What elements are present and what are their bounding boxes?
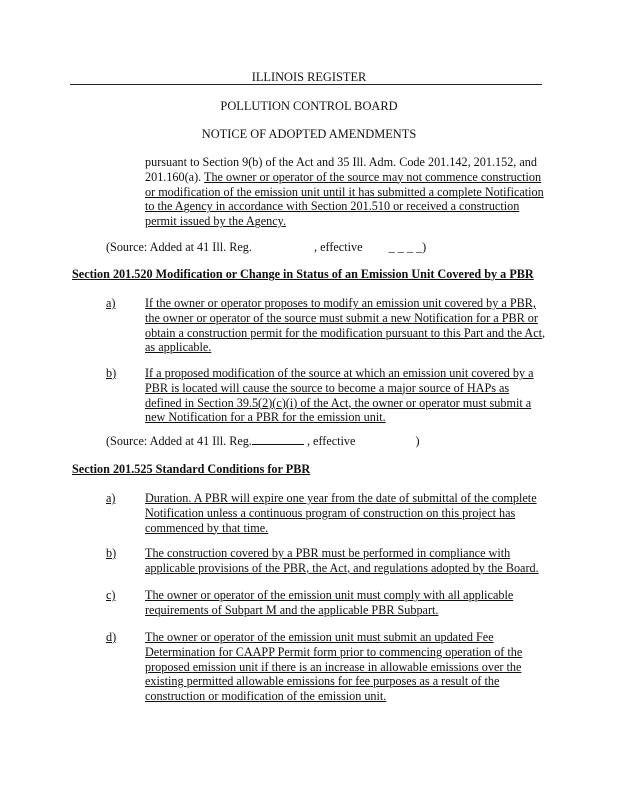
intro-lead: pursuant to Section 9(b) of the Act and 35 Ill. Adm. Code 201.142, 201.152, and 201.160(a). bbox=[145, 155, 537, 184]
source-note-text: (Source: Added at 41 Ill. Reg. bbox=[106, 240, 252, 254]
item-520-b-text: If a proposed modification of the source at which an emission unit covered by a PBR is located will cause the source to become a major source of HAPs as defined in Section 39.5(2)(c)(i) of the Act, the owner or operator must submit a new Notification for a PBR for the emission unit. bbox=[145, 366, 534, 425]
item-525-b-label: b) bbox=[106, 546, 117, 560]
item-525-c-text: The owner or operator of the emission unit must comply with all applicable requirements of Subpart M and the applicable PBR Subpart. bbox=[145, 588, 514, 617]
source-note-text: (Source: Added at 41 Ill. Reg. bbox=[106, 434, 252, 448]
board-title: POLLUTION CONTROL BOARD bbox=[220, 99, 398, 113]
item-520-a-label: a) bbox=[106, 296, 116, 310]
register-title: ILLINOIS REGISTER bbox=[251, 70, 367, 84]
item-525-a-label: a) bbox=[106, 491, 116, 505]
notice-title: NOTICE OF ADOPTED AMENDMENTS bbox=[201, 127, 417, 141]
intro-paragraph bbox=[145, 155, 547, 229]
item-520-a-text: If the owner or operator proposes to modify an emission unit covered by a PBR, the owner or operator of the source must submit a new Notification for a PBR or obtain a construction permit for the modification pursuant to this Part and the Act, as applicable. bbox=[145, 296, 546, 355]
source-note-date: ) bbox=[415, 434, 420, 448]
source-note-2 bbox=[106, 433, 546, 449]
section-520-heading: Section 201.520 Modification or Change in Status of an Emission Unit Covered by a PBR bbox=[72, 267, 534, 281]
item-525-d-text: The owner or operator of the emission unit must submit an updated Fee Determination for CAAPP Permit form prior to commencing operation of the proposed emission unit if there is an increase in allowable emissions over the existing permitted allowable emissions for fee purposes as a result of the construction or modification of the emission unit. bbox=[145, 630, 523, 704]
item-520-b-label: b) bbox=[106, 366, 117, 380]
source-note-effective: , effective bbox=[306, 434, 356, 448]
source-note-date: _ _ _ _) bbox=[388, 240, 427, 254]
item-525-a-text: Duration. A PBR will expire one year from the date of submittal of the complete Notification unless a continuous program of construction on this project has commenced by that time. bbox=[145, 491, 537, 535]
header-rule bbox=[70, 84, 542, 85]
item-525-b-text: The construction covered by a PBR must be performed in compliance with applicable provisions of the PBR, the Act, and regulations adopted by the Board. bbox=[145, 546, 539, 575]
item-525-d-label: d) bbox=[106, 630, 117, 644]
source-note-effective: , effective bbox=[313, 240, 363, 254]
section-525-heading: Section 201.525 Standard Conditions for PBR bbox=[72, 462, 311, 476]
source-note-1 bbox=[106, 240, 546, 255]
item-525-c-label: c) bbox=[106, 588, 116, 602]
intro-rest: The owner or operator of the source may not commence construction or modification of the emission unit until it has submitted a complete Notification to the Agency in accordance with Section 201.510 or received a construction permit issued by the Agency. bbox=[145, 169, 544, 229]
